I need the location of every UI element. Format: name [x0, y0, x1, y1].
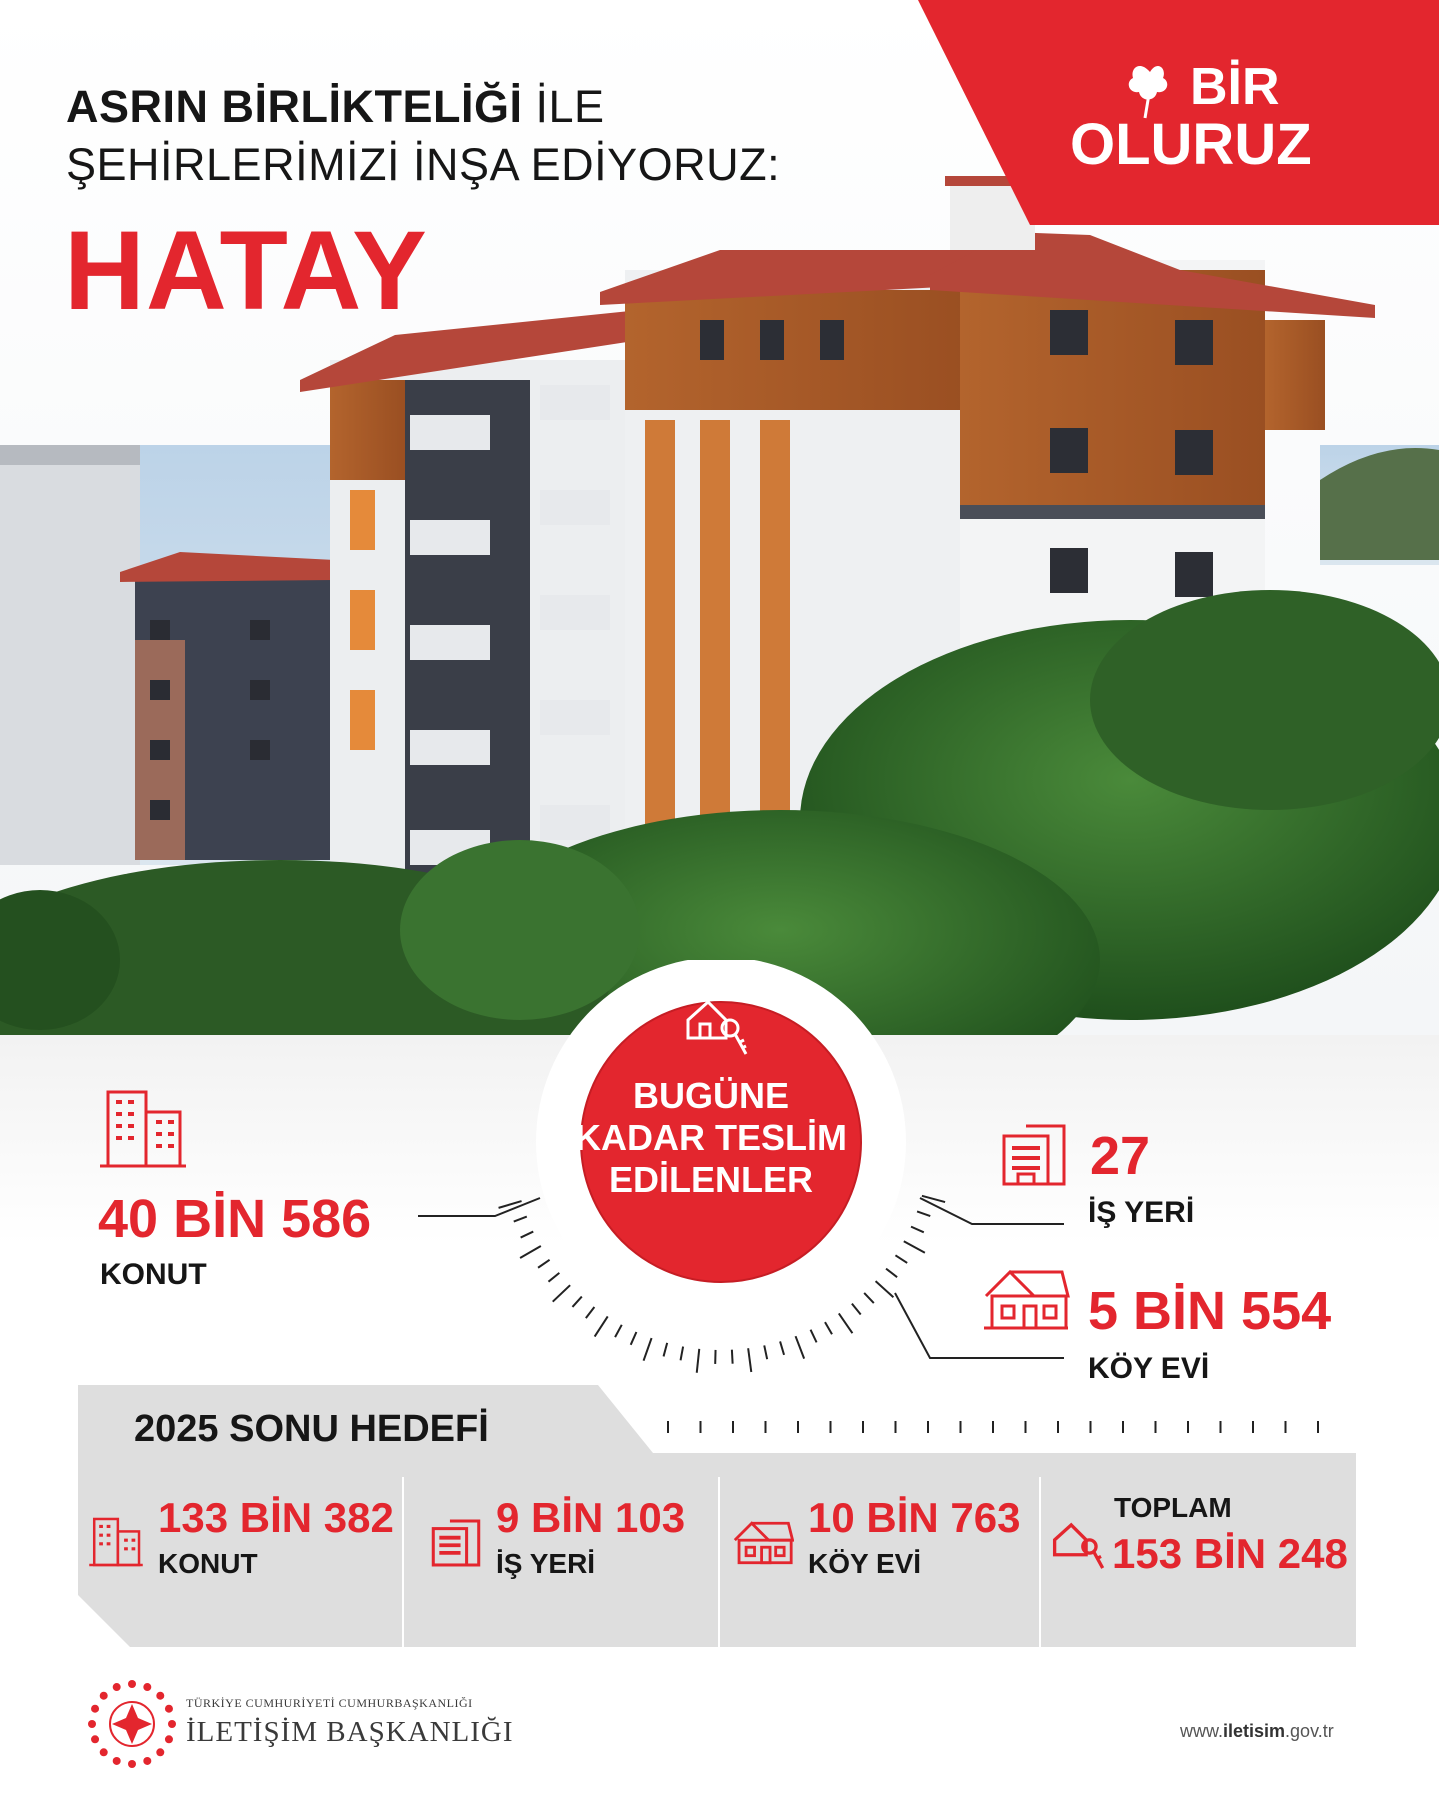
target-konut-value: 133 BİN 382: [158, 1494, 394, 1541]
city-name: HATAY: [64, 208, 428, 333]
brand-line1: BİR: [1190, 58, 1280, 116]
target-card-konut: [88, 1478, 408, 1638]
delivered-konut-value: 40 BİN 586: [98, 1189, 372, 1249]
target-toplam-label: TOPLAM: [1114, 1492, 1232, 1523]
target-konut-label: KONUT: [158, 1548, 258, 1579]
title-bold: ASRIN BİRLİKTELİĞİ: [66, 81, 523, 132]
office-building-icon: [998, 1122, 1070, 1193]
target-isyeri-label: İŞ YERİ: [496, 1548, 596, 1579]
target-card-koyevi: [732, 1478, 1042, 1638]
delivered-koyevi-value: 5 BİN 554: [1088, 1281, 1332, 1341]
office-building-icon: [428, 1518, 484, 1573]
url-suffix: .gov.tr: [1285, 1721, 1334, 1741]
delivered-konut-label: KONUT: [100, 1258, 207, 1291]
house-key-icon: [680, 990, 750, 1065]
title-line2: ŞEHİRLERİMİZİ İNŞA EDİYORUZ:: [66, 139, 781, 190]
target-toplam-value: 153 BİN 248: [1112, 1530, 1348, 1577]
url-bold: iletisim: [1223, 1721, 1286, 1741]
target-card-isyeri: [428, 1478, 728, 1638]
apartment-buildings-icon: [88, 1516, 144, 1573]
iletisim-emblem-icon: [82, 1674, 182, 1779]
house-key-icon: [1048, 1514, 1106, 1579]
org-big-name: İLETİŞİM BAŞKANLIĞI: [186, 1716, 514, 1748]
village-house-icon: [982, 1268, 1070, 1337]
target-isyeri-value: 9 BİN 103: [496, 1494, 686, 1541]
target-card-toplam: [1048, 1478, 1348, 1638]
target-title: 2025 SONU HEDEFİ: [134, 1408, 489, 1450]
delivered-isyeri-label: İŞ YERİ: [1088, 1196, 1195, 1229]
brand-line2: OLURUZ: [1070, 112, 1312, 177]
apartment-buildings-icon: [98, 1088, 188, 1175]
page-title: [66, 78, 780, 194]
delivered-isyeri-value: 27: [1090, 1126, 1151, 1186]
badge-line3: EDİLENLER: [608, 1159, 813, 1200]
website-link[interactable]: [1180, 1721, 1334, 1742]
url-prefix: www.: [1180, 1721, 1224, 1741]
target-koyevi-label: KÖY EVİ: [808, 1548, 922, 1579]
badge-line1: BUGÜNE: [632, 1075, 789, 1116]
delivered-koyevi-label: KÖY EVİ: [1088, 1352, 1210, 1385]
badge-line2: KADAR TESLİM: [575, 1117, 847, 1158]
org-small-name: TÜRKİYE CUMHURİYETİ CUMHURBAŞKANLIĞI: [186, 1696, 473, 1710]
brand-logo: [1070, 58, 1312, 177]
target-koyevi-value: 10 BİN 763: [808, 1494, 1021, 1541]
title-light: İLE: [535, 81, 605, 132]
village-house-icon: [732, 1520, 794, 1571]
title-line1: [66, 78, 780, 136]
